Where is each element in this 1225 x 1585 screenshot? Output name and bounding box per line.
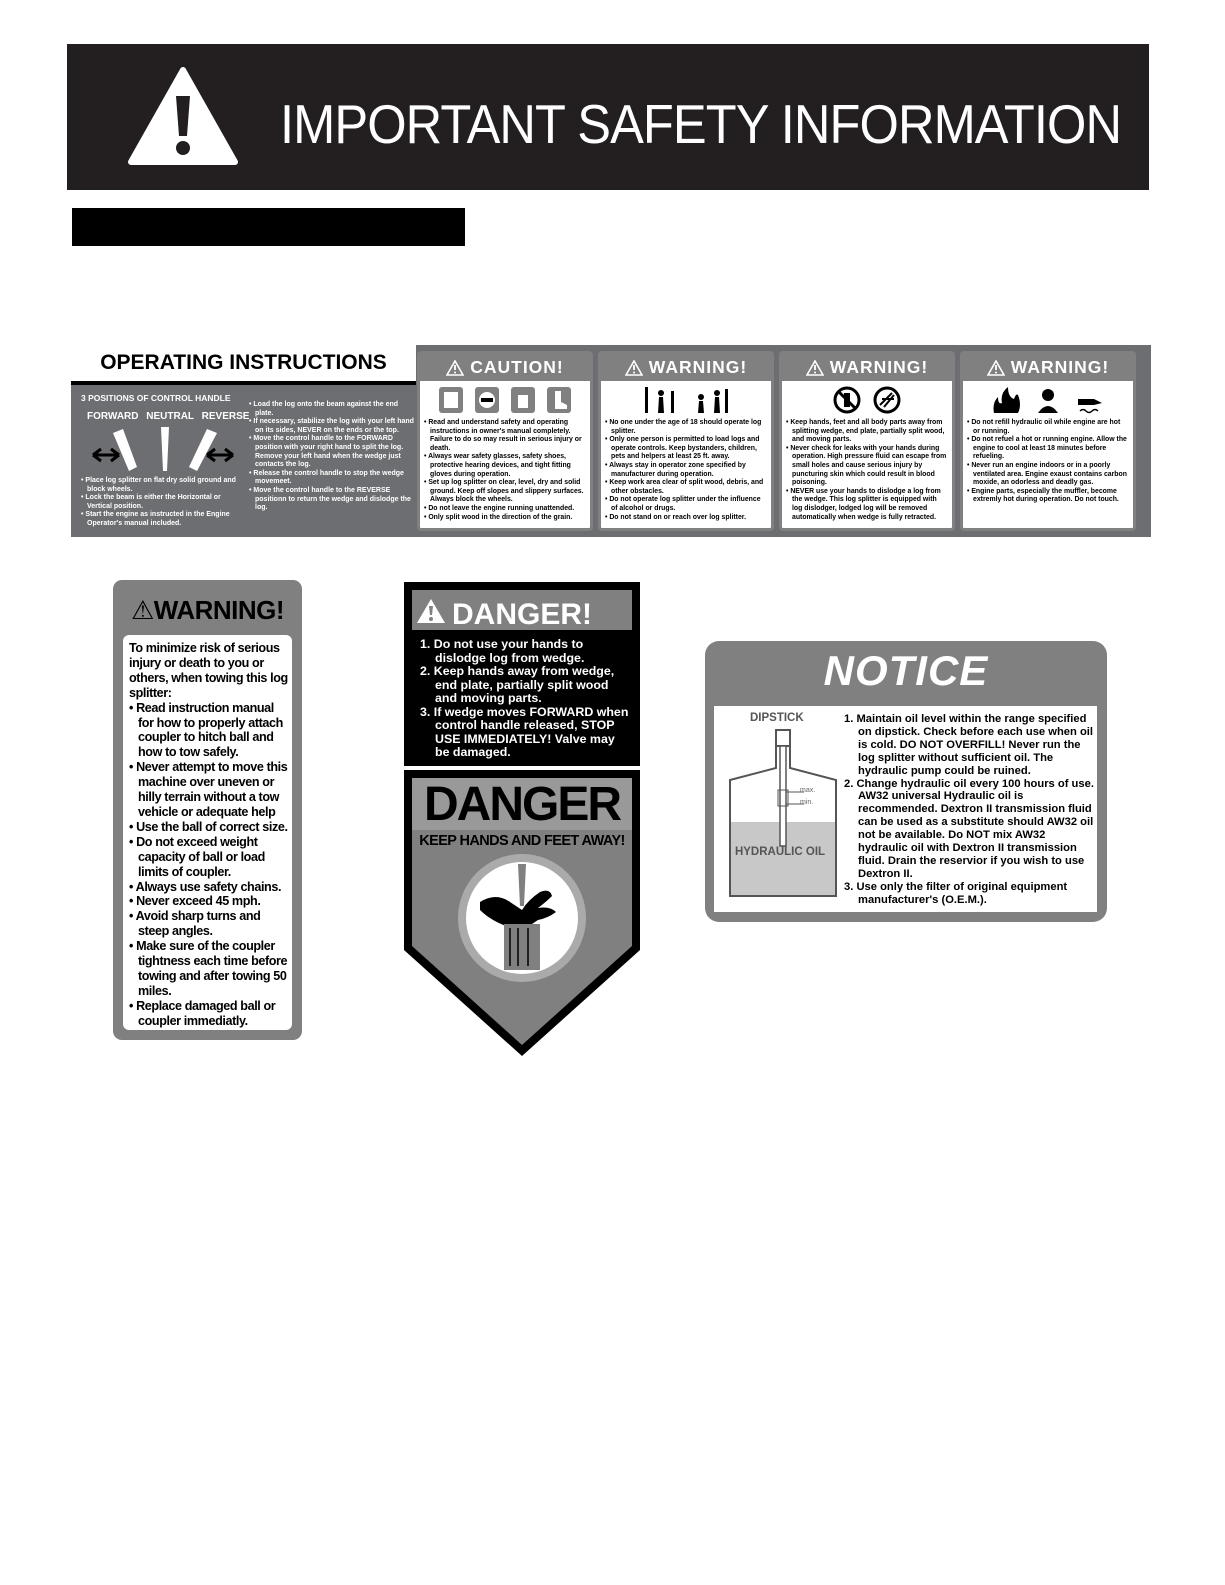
towing-warning-title: ⚠WARNING! <box>130 595 285 625</box>
no-hands-icon <box>832 385 862 415</box>
manual-icon <box>438 386 464 414</box>
warning-panel-hands <box>779 351 955 531</box>
control-handle-icon <box>89 425 239 475</box>
towing-warning-decal <box>113 580 302 1040</box>
danger-big-label: DANGER <box>423 778 620 831</box>
fire-icon <box>990 385 1022 415</box>
hand-wedge-hazard-icon <box>466 862 578 974</box>
warning-triangle-icon <box>806 360 824 376</box>
gloves-icon <box>510 386 536 414</box>
ppe-icons <box>420 381 590 419</box>
warning-triangle-icon <box>625 360 643 376</box>
hydraulic-oil-label: HYDRAULIC OIL <box>734 846 826 858</box>
danger-title: DANGER! <box>416 598 628 632</box>
warning-operator-list: • No one under the age of 18 should operate log splitter. • Only one person is permitted to load logs and operate controls. Keep bystanders, children, pets and helpers at least 25 ft. away. • Always stay in operator zone specified by manufacturer during operation. • Keep work area clear of split wood, debris, and other obstacles. • Do not operate log splitter under the influence of alcohol or drugs. • Do not stand on or reach over log splitter. <box>605 419 764 521</box>
towing-warning-body <box>123 635 292 1030</box>
operating-subtitle: 3 POSITIONS OF CONTROL HANDLE <box>81 393 231 403</box>
warning-hands-list: • Keep hands, feet and all body parts away from splitting wedge, end plate, partially split wood, and moving parts. • Never check for leaks with your hands during operation. High pressure fluid can escape from small holes and cause serious injury by puncturing skin which could result in blood poisoning. • NEVER use your hands to dislodge a log from the wedge. This log splitter is equipped with log dislodger, lodged log will be removed automatically when wedge is fully retracted. <box>786 419 947 521</box>
bystander-icons <box>601 381 771 419</box>
list-item: • Do not exceed weight capacity of ball or load limits of coupler. <box>129 834 265 879</box>
child-bystander-icon <box>691 385 731 415</box>
caution-panel <box>417 351 593 531</box>
header-banner <box>67 44 1149 190</box>
handle-position-labels: FORWARD NEUTRAL REVERSE <box>87 411 250 422</box>
caution-list: • Read and understand safety and operating instructions in owner's manual completely. Failure to do so may result in serious injury or death. • Always wear safety glasses, safety shoes, protective hearing devices, and tight fitting gloves during operation. • Set up log splitter on clear, level, dry and solid ground. Keep off slopes and slippery surfaces. Always block the wheels. • Do not leave the engine running unattended. • Only split wood in the direction of the grain. <box>424 419 584 521</box>
notice-title: NOTICE <box>823 647 989 694</box>
towing-warning-intro: To minimize risk of serious injury or death to you or others, when towing this log splitter: <box>129 641 288 700</box>
warning-triangle-icon <box>446 360 464 376</box>
list-item: • Avoid sharp turns and steep angles. <box>129 909 261 939</box>
list-item: • Make sure of the coupler tightness each time before towing and after towing 50 miles. <box>129 939 288 998</box>
high-pressure-fluid-icon <box>872 385 902 415</box>
hazard-icons <box>782 381 952 419</box>
operating-title: OPERATING INSTRUCTIONS <box>71 345 416 385</box>
operating-left-list: • Place log splitter on flat dry solid ground and block wheels. • Lock the beam is either the Horizontal or Vertical position. • Start the engine as instructed in the Engine Operator's manual included. <box>81 477 236 527</box>
page-title: IMPORTANT SAFETY INFORMATION <box>280 93 1122 155</box>
fire-fume-icons <box>963 381 1133 419</box>
safety-boots-icon <box>546 386 572 414</box>
warning-title: WARNING! <box>829 357 929 377</box>
warning-triangle-icon <box>127 66 239 166</box>
hot-surface-icon <box>1074 385 1106 415</box>
toxic-fumes-icon <box>1032 385 1064 415</box>
operating-right-list: • Load the log onto the beam against the end plate. • If necessary, stabilize the log with your left hand on its sides, NEVER on the ends or the top. • Move the control handle to the FORWARD position with your right hand to split the log. Remove your left hand when the wedge just contacts the log. • Release the control handle to stop the wedge movemeet. • Move the control handle to the REVERSE positionn to return the wedge and dislodge the log. <box>249 401 414 512</box>
list-item: • Always use safety chains. <box>129 879 282 894</box>
warning-triangle-icon <box>987 360 1005 376</box>
decal-strip <box>71 345 1151 537</box>
operating-instructions <box>71 345 416 537</box>
caution-title: CAUTION! <box>470 357 564 377</box>
keep-away-label: KEEP HANDS AND FEET AWAY! <box>419 833 625 849</box>
list-item: • Use the ball of correct size. <box>129 819 288 834</box>
warning-triangle-icon <box>416 598 446 624</box>
dipstick-label: DIPSTICK <box>750 712 804 724</box>
bystander-icon <box>641 385 681 415</box>
warning-panel-operator <box>598 351 774 531</box>
list-item: • Replace damaged ball or coupler immediatly. <box>129 998 276 1028</box>
warning-panel-engine <box>960 351 1136 531</box>
danger-decal <box>402 580 642 1058</box>
min-mark-label: min. <box>800 799 814 806</box>
notice-list: 1. Maintain oil level within the range specified on dipstick. Check before each use when oil is cold. DO NOT OVERFILL! Never run the log splitter without sufficient oil. The hydraulic pump could be ruined. 2. Change hydraulic oil every 100 hours of use. AW32 universal Hydraulic oil is recommended. Dextron II transmission fluid can be used as a substitute should AW32 oil not be available. Do NOT mix AW32 hydraulic oil with Dextron II transmission fluid. Drain the reservior if you wish to use Dextron II. 3. Use only the filter of original equipment manufacturer's (O.E.M.). <box>844 713 1094 906</box>
warning-engine-list: • Do not refill hydraulic oil while engine are hot or running. • Do not refuel a hot or running engine. Allow the engine to cool at least 18 minutes before refueling. • Never run an engine indoors or in a poorly ventilated area. Engine exaust contains carbon moxide, an odorless and deadly gas. • Engine parts, especially the muffler, become extremly hot during operation. Do not touch. <box>967 419 1127 504</box>
list-item: • Never attempt to move this machine over uneven or hilly terrain without a tow vehicle or adequate help <box>129 760 288 819</box>
list-item: • Never exceed 45 mph. <box>129 894 261 909</box>
warning-title: WARNING! <box>648 357 748 377</box>
notice-body <box>714 706 1097 912</box>
notice-decal <box>705 641 1107 922</box>
danger-list: 1. Do not use your hands to dislodge log from wedge. 2. Keep hands away from wedge, end plate, partially split wood and moving parts. 3. If wedge moves FORWARD when control handle released, STOP USE IMMEDIATELY! Valve may be damaged. <box>420 637 629 759</box>
oil-reservoir-icon <box>724 728 844 900</box>
list-item: • Read instruction manual for how to properly attach coupler to hitch ball and how to tow safely. <box>129 700 283 760</box>
warning-title: WARNING! <box>1010 357 1110 377</box>
max-mark-label: max. <box>800 787 816 794</box>
section-heading-bar <box>72 208 465 246</box>
safety-glasses-icon <box>474 386 500 414</box>
